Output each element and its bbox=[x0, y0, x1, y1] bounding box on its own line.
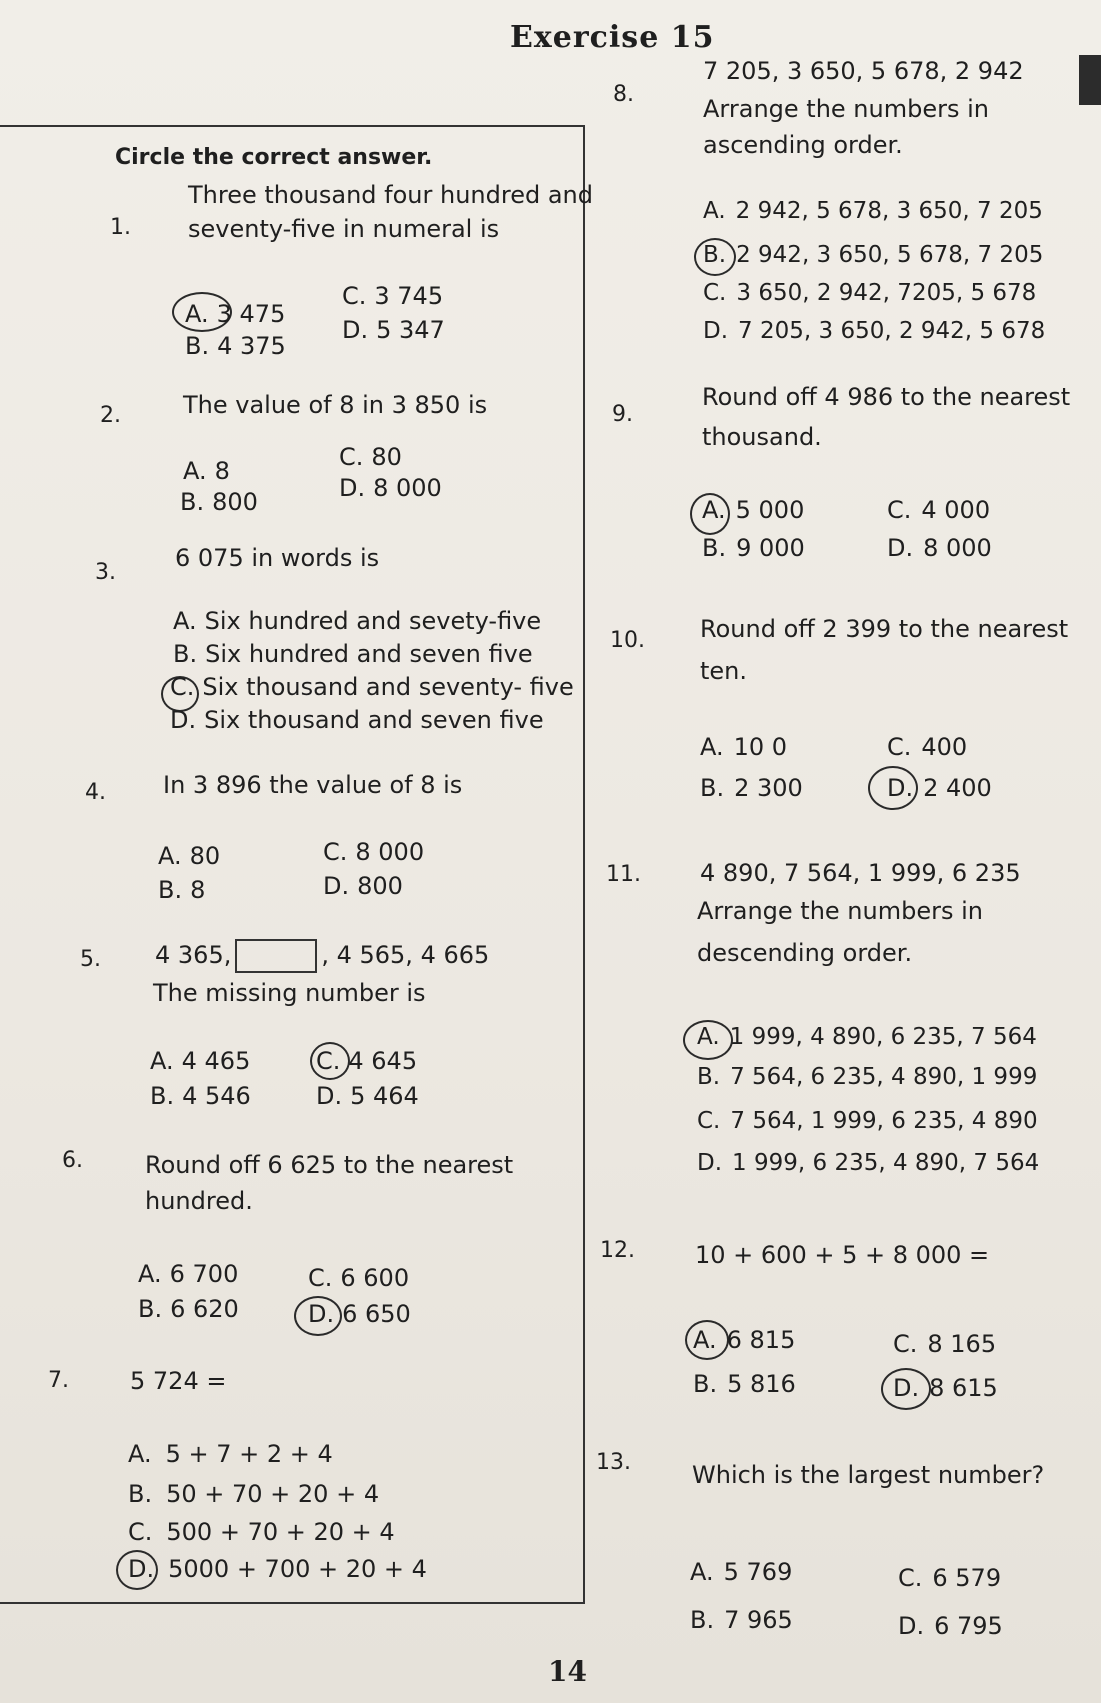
option[interactable]: B. 5 816 bbox=[693, 1370, 796, 1398]
question-text-line: Round off 2 399 to the nearest bbox=[700, 615, 1069, 643]
option[interactable]: B. 8 bbox=[158, 876, 206, 904]
sequence-line: 4 365, , 4 565, 4 665 bbox=[155, 938, 489, 973]
option[interactable]: A. Six hundred and sevety-five bbox=[173, 607, 542, 635]
option[interactable]: B. 4 546 bbox=[150, 1082, 251, 1110]
option[interactable]: B. 2 942, 3 650, 5 678, 7 205 bbox=[703, 242, 1044, 268]
option[interactable]: A. 80 bbox=[158, 842, 221, 870]
left-column-box bbox=[0, 125, 585, 1604]
option[interactable]: B. 800 bbox=[180, 488, 258, 516]
question-number: 12. bbox=[600, 1238, 635, 1263]
question-text-line: hundred. bbox=[145, 1187, 253, 1215]
option[interactable]: C. 500 + 70 + 20 + 4 bbox=[128, 1518, 395, 1546]
instruction: Circle the correct answer. bbox=[115, 145, 433, 170]
question-number: 5. bbox=[80, 947, 101, 972]
question-text-line: 4 890, 7 564, 1 999, 6 235 bbox=[700, 859, 1021, 887]
question-text-line: The missing number is bbox=[153, 979, 426, 1007]
option[interactable]: A. 6 700 bbox=[138, 1260, 239, 1288]
option[interactable]: D. 6 795 bbox=[898, 1612, 1003, 1640]
question-number: 11. bbox=[606, 862, 641, 887]
option[interactable]: C. 4 645 bbox=[316, 1047, 418, 1075]
option[interactable]: C. 8 000 bbox=[323, 838, 425, 866]
question-text-line: Arrange the numbers in bbox=[697, 897, 983, 925]
option[interactable]: A. 10 0 bbox=[700, 733, 788, 761]
option[interactable]: A. 5 + 7 + 2 + 4 bbox=[128, 1440, 333, 1468]
option[interactable]: D. Six thousand and seven five bbox=[170, 706, 544, 734]
option[interactable]: B. 2 300 bbox=[700, 774, 803, 802]
question-text-line: Round off 6 625 to the nearest bbox=[145, 1151, 514, 1179]
option[interactable]: C. 6 600 bbox=[308, 1264, 410, 1292]
option[interactable]: B. 7 564, 6 235, 4 890, 1 999 bbox=[697, 1064, 1038, 1090]
option[interactable]: B. 4 375 bbox=[185, 332, 286, 360]
question-text-line: ascending order. bbox=[703, 131, 903, 159]
question-number: 2. bbox=[100, 403, 121, 428]
option[interactable]: C. 4 000 bbox=[887, 496, 991, 524]
question-number: 3. bbox=[95, 560, 116, 585]
option[interactable]: B. Six hundred and seven five bbox=[173, 640, 533, 668]
option[interactable]: A. 5 769 bbox=[690, 1558, 793, 1586]
question-text-line: 7 205, 3 650, 5 678, 2 942 bbox=[703, 57, 1024, 85]
option[interactable]: D. 5 347 bbox=[342, 316, 445, 344]
question-text-line: Arrange the numbers in bbox=[703, 95, 989, 123]
option[interactable]: D. 8 000 bbox=[887, 534, 992, 562]
option[interactable]: D. 8 000 bbox=[339, 474, 442, 502]
question-number: 8. bbox=[613, 82, 634, 107]
option[interactable]: A. 4 465 bbox=[150, 1047, 251, 1075]
option[interactable]: A. 1 999, 4 890, 6 235, 7 564 bbox=[697, 1024, 1037, 1050]
question-number: 1. bbox=[110, 215, 131, 240]
question-text-line: descending order. bbox=[697, 939, 913, 967]
question-text-line: The value of 8 in 3 850 is bbox=[183, 391, 488, 419]
question-text-line: ten. bbox=[700, 657, 748, 685]
option[interactable]: A. 6 815 bbox=[693, 1326, 796, 1354]
question-text-line: 10 + 600 + 5 + 8 000 = bbox=[695, 1241, 990, 1269]
blank-box[interactable] bbox=[235, 939, 317, 973]
option[interactable]: B. 9 000 bbox=[702, 534, 805, 562]
question-number: 6. bbox=[62, 1148, 83, 1173]
option[interactable]: C. 7 564, 1 999, 6 235, 4 890 bbox=[697, 1108, 1038, 1134]
option[interactable]: D. 7 205, 3 650, 2 942, 5 678 bbox=[703, 318, 1046, 344]
question-number: 9. bbox=[612, 402, 633, 427]
option[interactable]: A. 2 942, 5 678, 3 650, 7 205 bbox=[703, 198, 1043, 224]
option[interactable]: C. 400 bbox=[887, 733, 968, 761]
question-text-line: 6 075 in words is bbox=[175, 544, 380, 572]
page-number: 14 bbox=[548, 1655, 587, 1688]
option[interactable]: A. 5 000 bbox=[702, 496, 805, 524]
option[interactable]: C. 3 650, 2 942, 7205, 5 678 bbox=[703, 280, 1037, 306]
question-number: 4. bbox=[85, 780, 106, 805]
option[interactable]: D. 8 615 bbox=[893, 1374, 998, 1402]
option[interactable]: C. Six thousand and seventy- five bbox=[170, 673, 574, 701]
option[interactable]: C. 3 745 bbox=[342, 282, 444, 310]
option[interactable]: D. 6 650 bbox=[308, 1300, 411, 1328]
option[interactable]: D. 2 400 bbox=[887, 774, 992, 802]
option[interactable]: C. 6 579 bbox=[898, 1564, 1002, 1592]
question-text-line: Three thousand four hundred and bbox=[188, 181, 593, 209]
question-text-line: Which is the largest number? bbox=[692, 1461, 1045, 1489]
option[interactable]: B. 7 965 bbox=[690, 1606, 793, 1634]
option[interactable]: B. 50 + 70 + 20 + 4 bbox=[128, 1480, 380, 1508]
option[interactable]: D. 1 999, 6 235, 4 890, 7 564 bbox=[697, 1150, 1040, 1176]
option[interactable]: C. 80 bbox=[339, 443, 402, 471]
question-number: 7. bbox=[48, 1368, 69, 1393]
question-text-line: Round off 4 986 to the nearest bbox=[702, 383, 1071, 411]
question-text-line: In 3 896 the value of 8 is bbox=[163, 771, 463, 799]
option[interactable]: C. 8 165 bbox=[893, 1330, 997, 1358]
question-number: 10. bbox=[610, 628, 645, 653]
question-number: 13. bbox=[596, 1450, 631, 1475]
question-text-line: 5 724 = bbox=[130, 1367, 227, 1395]
option[interactable]: D. 800 bbox=[323, 872, 403, 900]
option[interactable]: A. 8 bbox=[183, 457, 230, 485]
option[interactable]: A. 3 475 bbox=[185, 300, 286, 328]
option[interactable]: B. 6 620 bbox=[138, 1295, 239, 1323]
exercise-title: Exercise 15 bbox=[510, 20, 715, 55]
page-edge-shadow bbox=[1079, 55, 1101, 105]
question-text-line: thousand. bbox=[702, 423, 822, 451]
question-text-line: seventy-five in numeral is bbox=[188, 215, 500, 243]
option[interactable]: D. 5000 + 700 + 20 + 4 bbox=[128, 1555, 427, 1583]
option[interactable]: D. 5 464 bbox=[316, 1082, 419, 1110]
